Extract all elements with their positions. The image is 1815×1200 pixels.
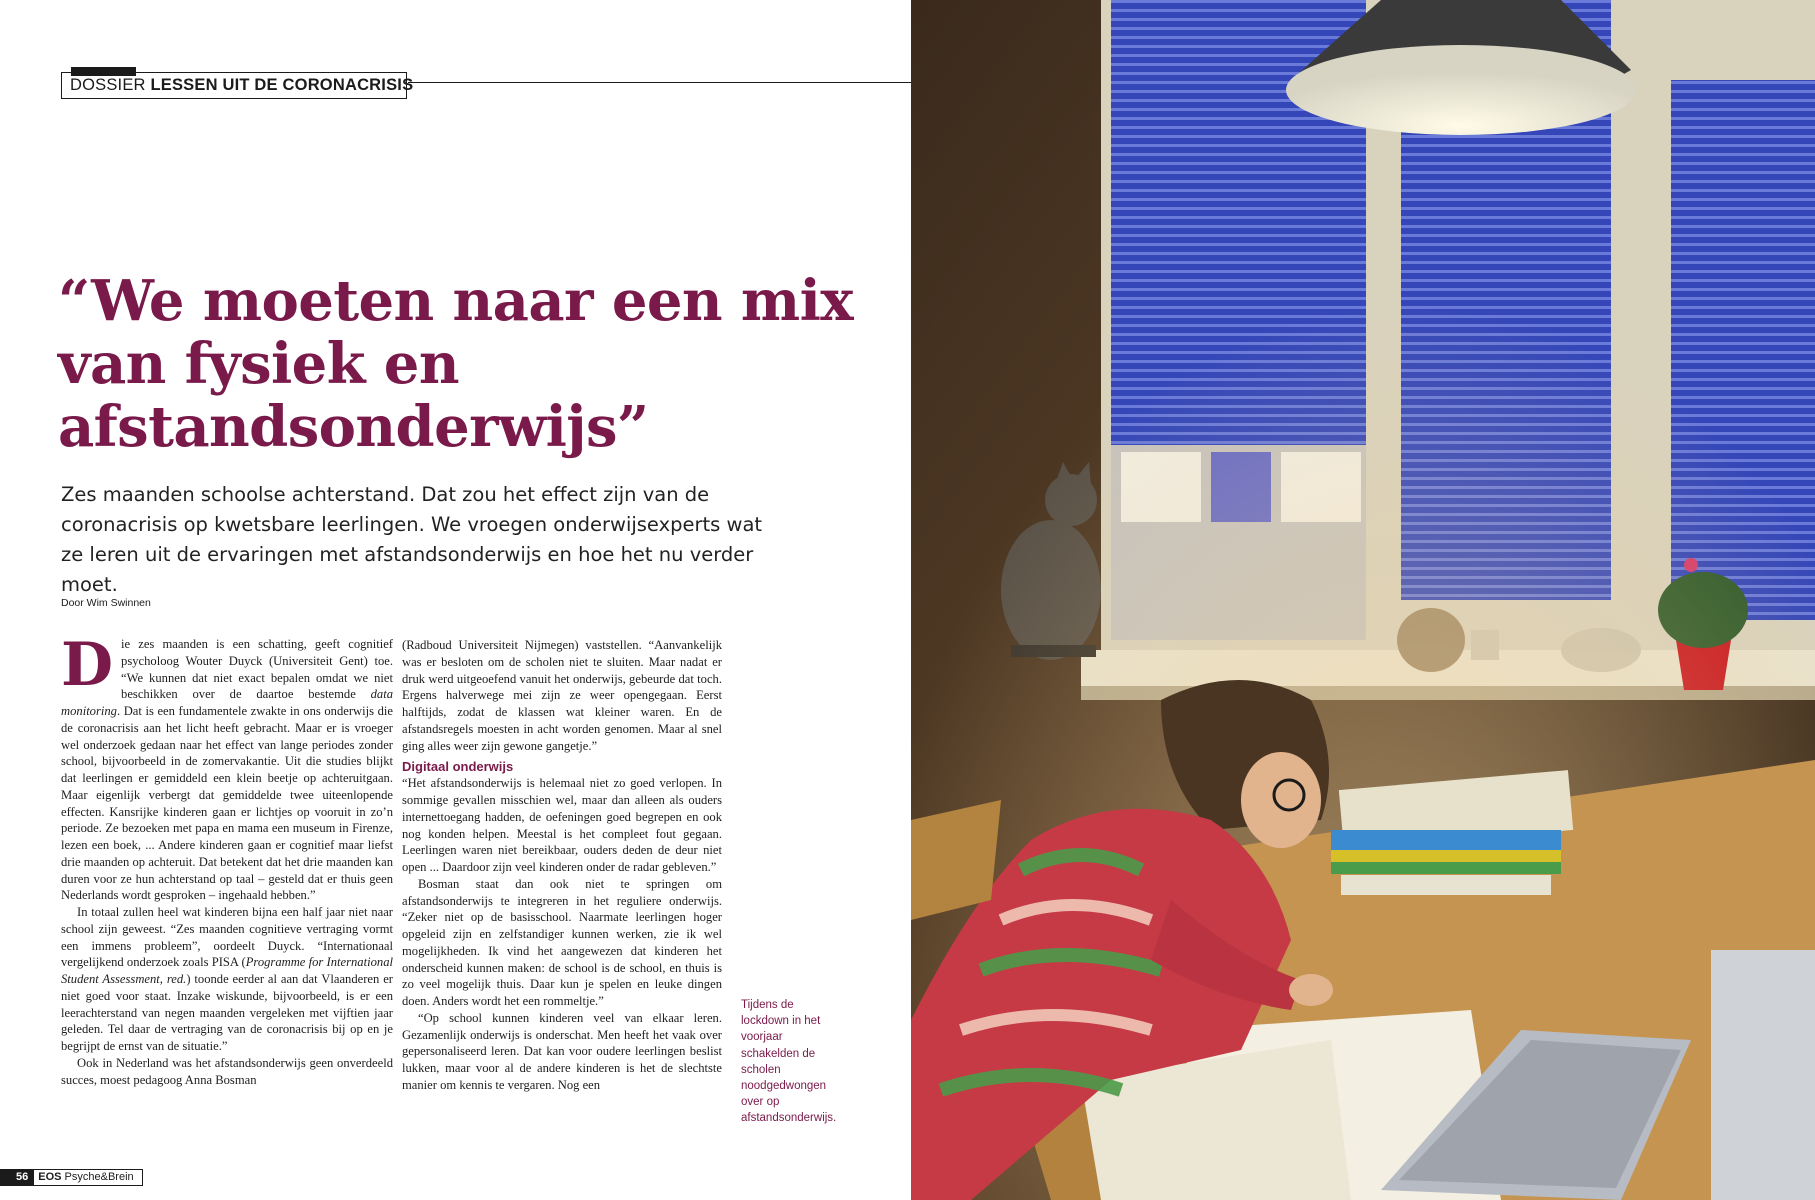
body-paragraph: (Radboud Universiteit Nijmegen) vaststellen. “Aanvankelijk was er besloten om de scholen niet te sluiten. Maar nadat er druk werd uitgeoefend vanuit het onderwijs, gebeurde dat toch. Ergens halverwege mei zijn ze weer opengegaan. Eerst halftijds, zodat de klassen wat kleiner waren. En de afstandsregels moesten in acht worden genomen. Maar al snel ging alles weer zijn gewone gangetje.”: [402, 638, 722, 753]
article-lede: Zes maanden schoolse achterstand. Dat zou het effect zijn van de coronacrisis op kwetsbare leerlingen. We vroegen onderwijsexperts wat ze leren uit de ervaringen met afstandsonderwijs en hoe het nu verder moet.: [61, 483, 763, 596]
article-photo: [911, 0, 1815, 1200]
book-stack: [1331, 770, 1573, 895]
dossier-tag: [61, 72, 414, 99]
body-paragraph: “Op school kunnen kinderen veel van elkaar leren. Gezamenlijk onderwijs is onderschat. Men heeft het vaak over gepersonaliseerd leren. Dat kan voor oudere leerlingen beslist lukken, maar voor al de andere kinderen is het de slechtste manier om kennis te vergaren. Nog een: [402, 1010, 722, 1092]
photo-caption: Tijdens de lockdown in het voorjaar schakelden de scholen noodgedwongen over op afstandsonderwijs.: [741, 999, 837, 1125]
page-folio: [0, 1168, 143, 1189]
dossier-topic: LESSEN UIT DE CORONACRISIS: [150, 76, 414, 94]
magazine-name: EOS Psyche&Brein: [34, 1169, 142, 1186]
body-column-1: [61, 630, 393, 1088]
body-paragraph: Ook in Nederland was het afstandsonderwijs geen onverdeeld succes, moest pedagoog Anna Bosman: [61, 1055, 393, 1087]
page-number: 56: [0, 1169, 34, 1186]
header-rule: [408, 82, 911, 83]
body-paragraph: “Het afstandsonderwijs is helemaal niet zo goed verlopen. In sommige gevallen misschien wel, maar dan alleen als ouders internettoegang hadden, de oefeningen goed begrepen en ook nog konden helpen. Meestal is het compleet fout gegaan. Leerlingen waren niet bereikbaar, ouders deden de deur niet open ... Daardoor zijn veel kinderen onder de radar gebleven.”: [402, 776, 722, 874]
drop-cap: D: [61, 630, 114, 700]
dossier-label: DOSSIER: [70, 76, 146, 94]
body-paragraph: Die zes maanden is een schatting, geeft cognitief psycholoog Wouter Duyck (Universiteit Gent) toe. “We kunnen dat niet exact bepalen omdat we niet beschikken over de daartoe bestemde data monitoring. Dat is een fundamentele zwakte in ons onderwijs die de coronacrisis aan het licht heeft gebracht. Maar er is vroeger wel onderzoek gedaan naar het effect van lange periodes zonder school, bijvoorbeeld in de zomervakantie. Uit die studies blijkt dat leerlingen er gemiddeld een klein beetje op achteruitgaan. Maar eigenlijk verbergt dat gemiddelde twee uiteenlopende effecten. Kansrijke kinderen gaan er lichtjes op vooruit in zo’n periode. Ze bezoeken met papa en mama een museum in Firenze, lezen een boek, ... Andere kinderen gaan er cognitief maar liefst drie maanden op achteruit. Dat betekent dat het drie maanden kan duren voor ze hun achterstand op taal – gesteld dat er thuis geen Nederlands wordt gesproken – ingehaald hebben.”: [61, 630, 393, 903]
lamp-light: [1286, 45, 1636, 135]
body-column-2: [402, 637, 722, 1094]
body-paragraph: In totaal zullen heel wat kinderen bijna een half jaar niet naar school zijn geweest. “Zes maanden cognitieve vertraging vormt een immens probleem”, oordeelt Duyck. “Internationaal vergelijkend onderzoek zoals PISA (Programme for International Student Assessment, red.) toonde eerder al aan dat Vlaanderen er niet goed voor staat. Inzake wiskunde, bijvoorbeeld, is er een leerachterstand van negen maanden vergeleken met vijftien jaar geleden. Tel daar de vertraging van de coronacrisis bij op en je begrijpt de ernst van de situatie.”: [61, 905, 393, 1053]
article-byline: Door Wim Swinnen: [61, 597, 151, 609]
body-paragraph: Bosman staat dan ook niet te springen om afstandsonderwijs te integreren in het reguliere onderwijs. “Zeker niet op de basisschool. Naarmate leerlingen hoger opgeleid zijn en zelfstandiger kunnen werken, zie ik wel mogelijkheden. Ik vind het aangewezen dat kinderen het onderscheid kunnen maken: de school is de school, en thuis is zo veel mogelijk thuis. Daar kun je spelen en leuke dingen doen. Anders wordt het een rommeltje.”: [402, 876, 722, 1008]
article-headline: “We moeten naar een mix van fysiek en afstandsonderwijs”: [58, 268, 854, 460]
section-subheading: Digitaal onderwijs: [402, 759, 514, 775]
